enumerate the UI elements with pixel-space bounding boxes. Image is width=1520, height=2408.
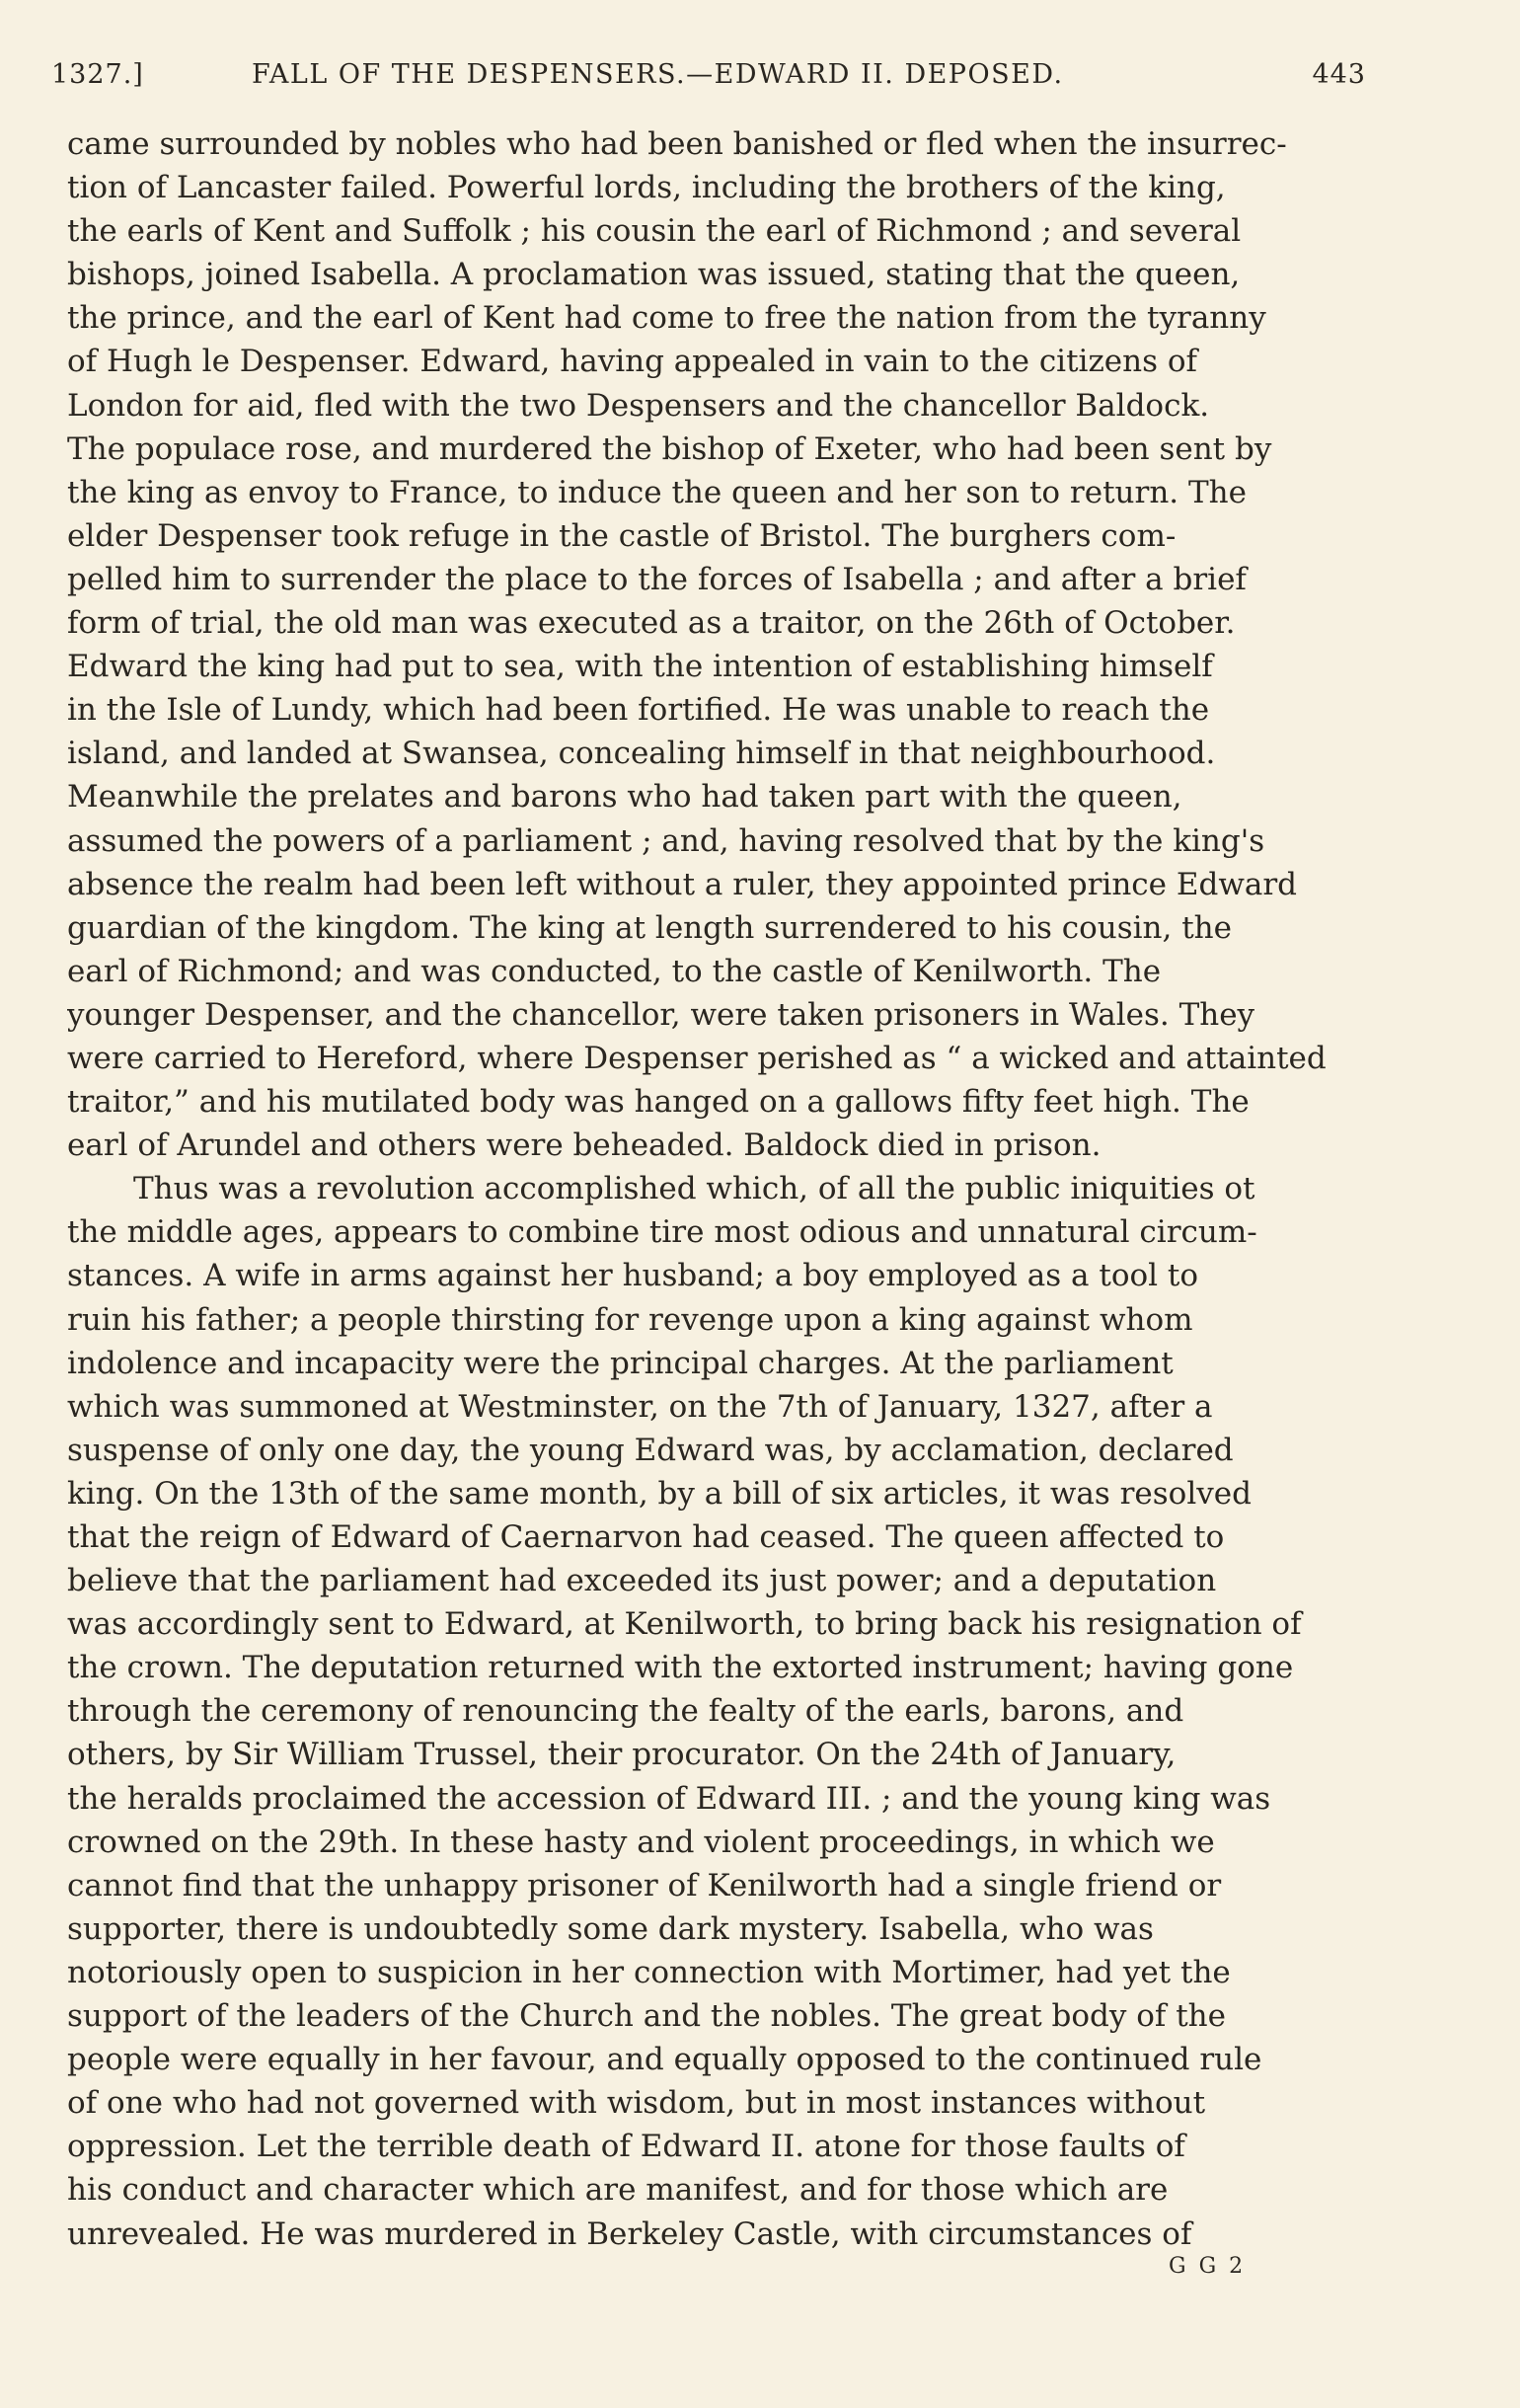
text-line: believe that the parliament had exceeded its just power; and a deputation [67,1563,1217,1599]
text-line: indolence and incapacity were the principal charges. At the parliament [67,1345,1174,1381]
text-line: elder Despenser took refuge in the castle of Bristol. The burghers com- [67,517,1177,554]
text-line: support of the leaders of the Church and the nobles. The great body of the [67,1998,1226,2035]
text-line: the middle ages, appears to combine tire most odious and unnatural circum- [67,1214,1257,1251]
text-line: notoriously open to suspicion in her connection with Mortimer, had yet the [67,1954,1231,1990]
text-line: traitor,” and his mutilated body was hanged on a gallows fifty feet high. The [67,1084,1250,1121]
text-line: The populace rose, and murdered the bishop of Exeter, who had been sent by [67,430,1272,467]
paragraph-2 [67,1167,1370,2255]
text-line: the earls of Kent and Suffolk ; his cousin the earl of Richmond ; and several [67,213,1242,250]
text-line: absence the realm had been left without a ruler, they appointed prince Edward [67,866,1298,902]
paragraph-1 [67,122,1370,1167]
text-line: king. On the 13th of the same month, by a bill of six articles, it was resolved [67,1475,1252,1512]
text-line: form of trial, the old man was executed as a traitor, on the 26th of October. [67,605,1236,642]
text-line: of Hugh le Despenser. Edward, having appealed in vain to the citizens of [67,344,1198,380]
text-line: Edward the king had put to sea, with the intention of establishing himself [67,649,1213,685]
body-text [67,122,1370,2256]
text-line: Meanwhile the prelates and barons who had taken part with the queen, [67,779,1182,816]
text-line: people were equally in her favour, and equally opposed to the continued rule [67,2042,1262,2078]
text-line: stances. A wife in arms against her husband; a boy employed as a tool to [67,1258,1199,1294]
text-line: the prince, and the earl of Kent had come to free the nation from the tyranny [67,300,1266,337]
text-line: younger Despenser, and the chancellor, were taken prisoners in Wales. They [67,996,1255,1033]
text-line: pelled him to surrender the place to the forces of Isabella ; and after a brief [67,561,1247,597]
text-line: guardian of the kingdom. The king at length surrendered to his cousin, the [67,909,1232,946]
text-line: London for aid, fled with the two Despensers and the chancellor Baldock. [67,387,1210,424]
header-title: FALL OF THE DESPENSERS.—EDWARD II. DEPOSED. [252,59,1064,90]
text-line: of one who had not governed with wisdom, but in most instances without [67,2085,1206,2122]
signature-mark: G G 2 [1169,2254,1247,2279]
text-line: unrevealed. He was murdered in Berkeley Castle, with circumstances of [67,2215,1192,2252]
text-line: others, by Sir William Trussel, their procurator. On the 24th of January, [67,1737,1177,1773]
text-line: came surrounded by nobles who had been banished or fled when the insurrec- [67,126,1287,162]
text-line: the crown. The deputation returned with the extorted instrument; having gone [67,1650,1294,1686]
text-line: that the reign of Edward of Caernarvon had ceased. The queen affected to [67,1519,1225,1555]
text-line: through the ceremony of renouncing the fealty of the earls, barons, and [67,1693,1184,1730]
text-line: which was summoned at Westminster, on the 7th of January, 1327, after a [67,1388,1213,1425]
text-line: earl of Richmond; and was conducted, to the castle of Kenilworth. The [67,953,1162,989]
text-line: ruin his father; a people thirsting for revenge upon a king against whom [67,1301,1193,1338]
text-line: the king as envoy to France, to induce the queen and her son to return. The [67,474,1247,510]
page-number: 443 [1312,59,1366,90]
text-line: bishops, joined Isabella. A proclamation was issued, stating that the queen, [67,257,1241,293]
text-line: in the Isle of Lundy, which had been fortified. He was unable to reach the [67,692,1210,729]
text-line: tion of Lancaster failed. Powerful lords, including the brothers of the king, [67,170,1226,206]
text-line: crowned on the 29th. In these hasty and violent proceedings, in which we [67,1824,1215,1860]
text-line: his conduct and character which are manifest, and for those which are [67,2172,1169,2209]
text-line: assumed the powers of a parliament ; and, having resolved that by the king's [67,822,1265,859]
text-line: were carried to Hereford, where Despenser perished as “ a wicked and attainted [67,1040,1327,1076]
text-line: suspense of only one day, the young Edward was, by acclamation, declared [67,1432,1234,1468]
text-line: the heralds proclaimed the accession of Edward III. ; and the young king was [67,1780,1271,1817]
text-line: island, and landed at Swansea, concealing himself in that neighbourhood. [67,736,1216,772]
text-line: was accordingly sent to Edward, at Kenilworth, to bring back his resignation of [67,1606,1302,1643]
header-year: 1327.] [51,59,144,90]
running-head [51,59,1366,99]
text-line: cannot find that the unhappy prisoner of Kenilworth had a single friend or [67,1867,1222,1903]
text-line: supporter, there is undoubtedly some dark mystery. Isabella, who was [67,1910,1154,1947]
text-line: earl of Arundel and others were beheaded. Baldock died in prison. [67,1127,1102,1164]
text-line: Thus was a revolution accomplished which, of all the public iniquities ot [133,1171,1255,1207]
text-line: oppression. Let the terrible death of Edward II. atone for those faults of [67,2129,1185,2165]
